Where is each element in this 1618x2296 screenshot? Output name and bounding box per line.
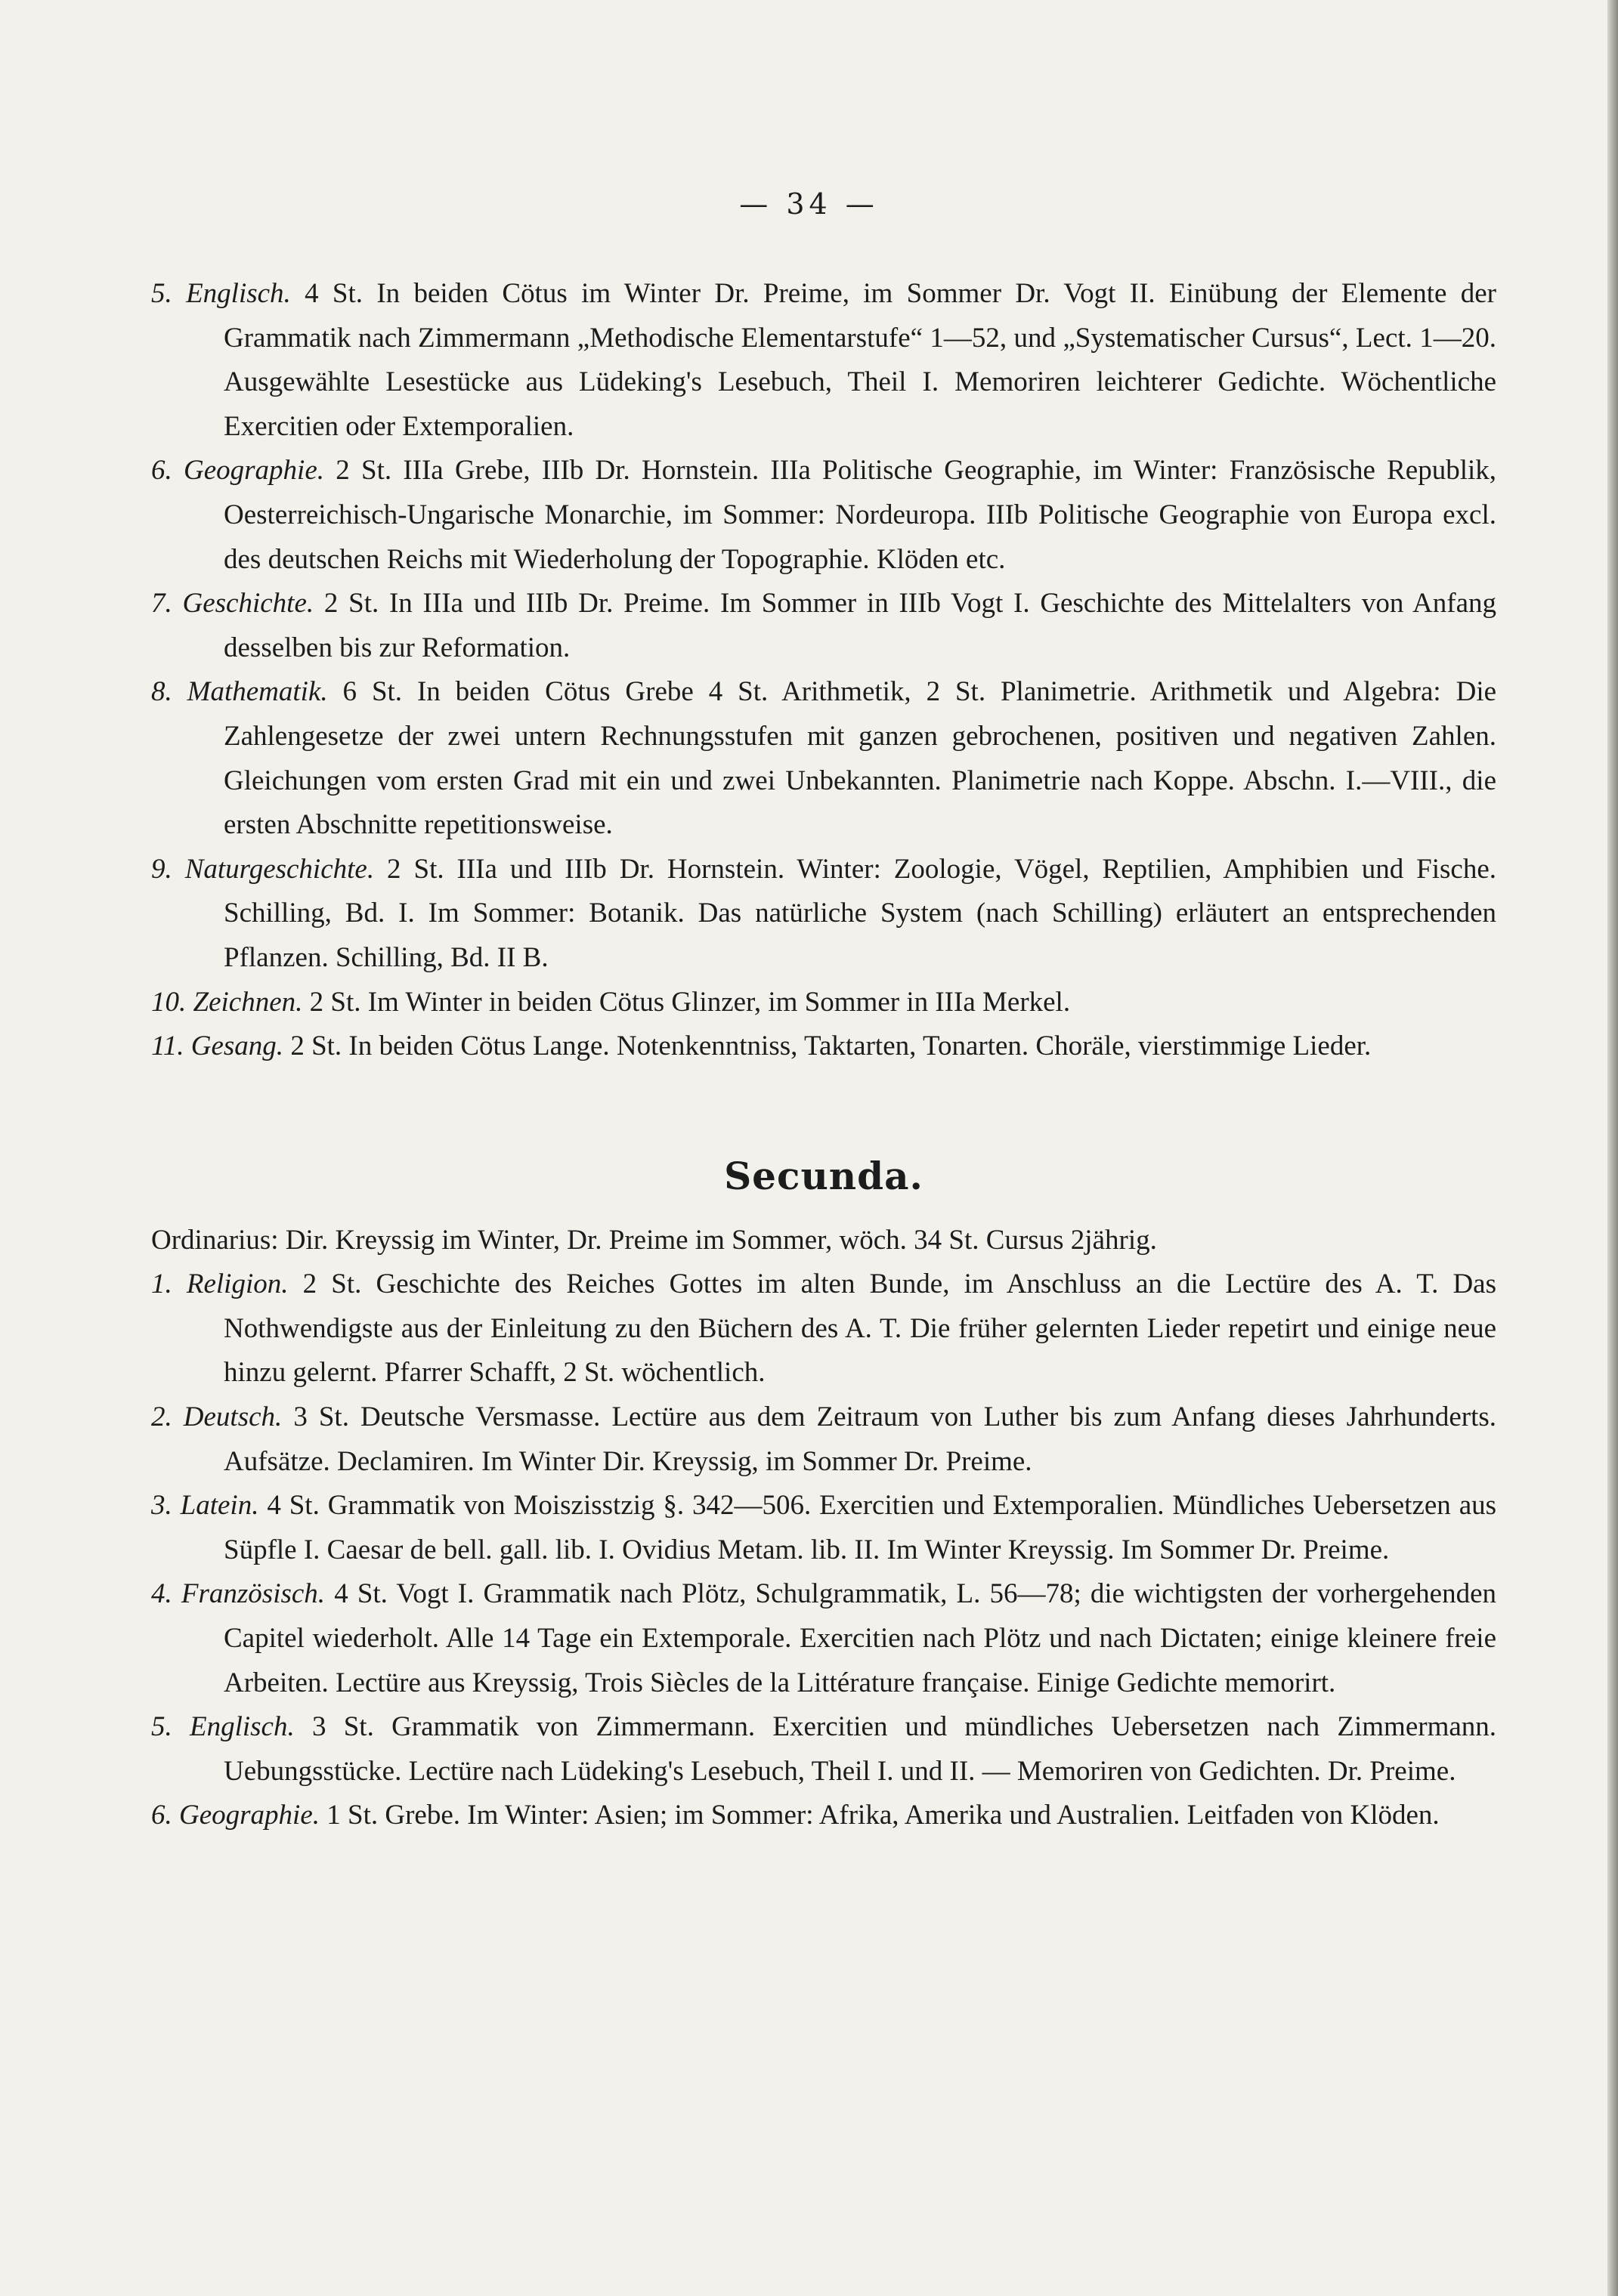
list-item: 7. Geschichte. 2 St. In IIIa und IIIb Dr. Preime. Im Sommer in IIIb Vogt I. Geschichte des Mittelalters von Anfang desselben bis zur Reformation. <box>151 588 1496 663</box>
list-item: 6. Geographie. 1 St. Grebe. Im Winter: Asien; im Sommer: Afrika, Amerika und Australien. Leitfaden von Klöden. <box>151 1800 1440 1831</box>
tertia-list <box>151 272 1496 1069</box>
list-item: 8. Mathematik. 6 St. In beiden Cötus Grebe 4 St. Arithmetik, 2 St. Planimetrie. Arithmetik und Algebra: Die Zahlengesetze der zwei untern Rechnungsstufen mit ganzen gebrochenen, positiven und negativen Zahlen. Gleichungen vom ersten Grad mit ein und zwei Unbekannten. Planimetrie nach Koppe. Abschn. I.—VIII., die ersten Abschnitte repetitionsweise. <box>151 676 1497 841</box>
list-item: 10. Zeichnen. 2 St. Im Winter in beiden Cötus Glinzer, im Sommer in IIIa Merkel. <box>151 986 1071 1018</box>
list-item: 5. Englisch. 4 St. In beiden Cötus im Winter Dr. Preime, im Sommer Dr. Vogt II. Einübung der Elemente der Grammatik nach Zimmermann „Methodische Elementarstufe“ 1—52, und „Systematischer Cursus“, Lect. 1—20. Ausgewählte Lesestücke aus Lüdeking's Lesebuch, Theil I. Memoriren leichterer Gedichte. Wöchentliche Exercitien oder Extemporalien. <box>151 278 1496 442</box>
list-item: 6. Geographie. 2 St. IIIa Grebe, IIIb Dr. Hornstein. IIIa Politische Geographie, im Winter: Französische Republik, Oesterreichisch-Ungarische Monarchie, im Sommer: Nordeuropa. IIIb Politische Geographie von Europa excl. des deutschen Reichs mit Wiederholung der Topographie. Klöden etc. <box>151 455 1497 575</box>
list-item: 3. Latein. 4 St. Grammatik von Moiszisstzig §. 342—506. Exercitien und Extemporalien. Mündliches Uebersetzen aus Süpfle I. Caesar de bell. gall. lib. I. Ovidius Metam. lib. II. Im Winter Kreyssig. Im Sommer Dr. Preime. <box>151 1490 1497 1565</box>
list-item: 2. Deutsch. 3 St. Deutsche Versmasse. Lectüre aus dem Zeitraum von Luther bis zum Anfang dieses Jahrhunderts. Aufsätze. Declamiren. Im Winter Dir. Kreyssig, im Sommer Dr. Preime. <box>151 1401 1496 1477</box>
ordinarius-line: Ordinarius: Dir. Kreyssig im Winter, Dr. Preime im Sommer, wöch. 34 St. Cursus 2jährig. <box>151 1224 1157 1256</box>
list-item: 5. Englisch. 3 St. Grammatik von Zimmermann. Exercitien und mündliches Uebersetzen nach Zimmermann. Uebungsstücke. Lectüre nach Lüdeking's Lesebuch, Theil I. und II. — Memoriren von Gedichten. Dr. Preime. <box>151 1711 1497 1787</box>
list-item: 4. Französisch. 4 St. Vogt I. Grammatik nach Plötz, Schulgrammatik, L. 56—78; die wichtigsten der vorhergehenden Capitel wiederholt. Alle 14 Tage ein Extemporale. Exercitien nach Plötz und nach Dictaten; einige kleinere freie Arbeiten. Lectüre aus Kreyssig, Trois Siècles de la Littérature française. Einige Gedichte memorirt. <box>151 1578 1496 1698</box>
list-item: 9. Naturgeschichte. 2 St. IIIa und IIIb Dr. Hornstein. Winter: Zoologie, Vögel, Reptilien, Amphibien und Fische. Schilling, Bd. I. Im Sommer: Botanik. Das natürliche System (nach Schilling) erläutert an entsprechenden Pflanzen. Schilling, Bd. II B. <box>151 853 1497 973</box>
page-number: — 34 — <box>739 187 879 221</box>
list-item: 11. Gesang. 2 St. In beiden Cötus Lange. Notenkenntniss, Taktarten, Tonarten. Choräle, vierstimmige Lieder. <box>151 1031 1372 1062</box>
secunda-list <box>151 1262 1496 1838</box>
section-heading: Secunda. <box>724 1153 923 1198</box>
list-item: 1. Religion. 2 St. Geschichte des Reiches Gottes im alten Bunde, im Anschluss an die Lectüre des A. T. Das Nothwendigste aus der Einleitung zu den Büchern des A. T. Die früher gelernten Lieder repetirt und einige neue hinzu gelernt. Pfarrer Schafft, 2 St. wöchentlich. <box>151 1269 1497 1389</box>
body-text <box>151 272 1496 1838</box>
page-edge-shadow <box>1607 0 1618 2296</box>
